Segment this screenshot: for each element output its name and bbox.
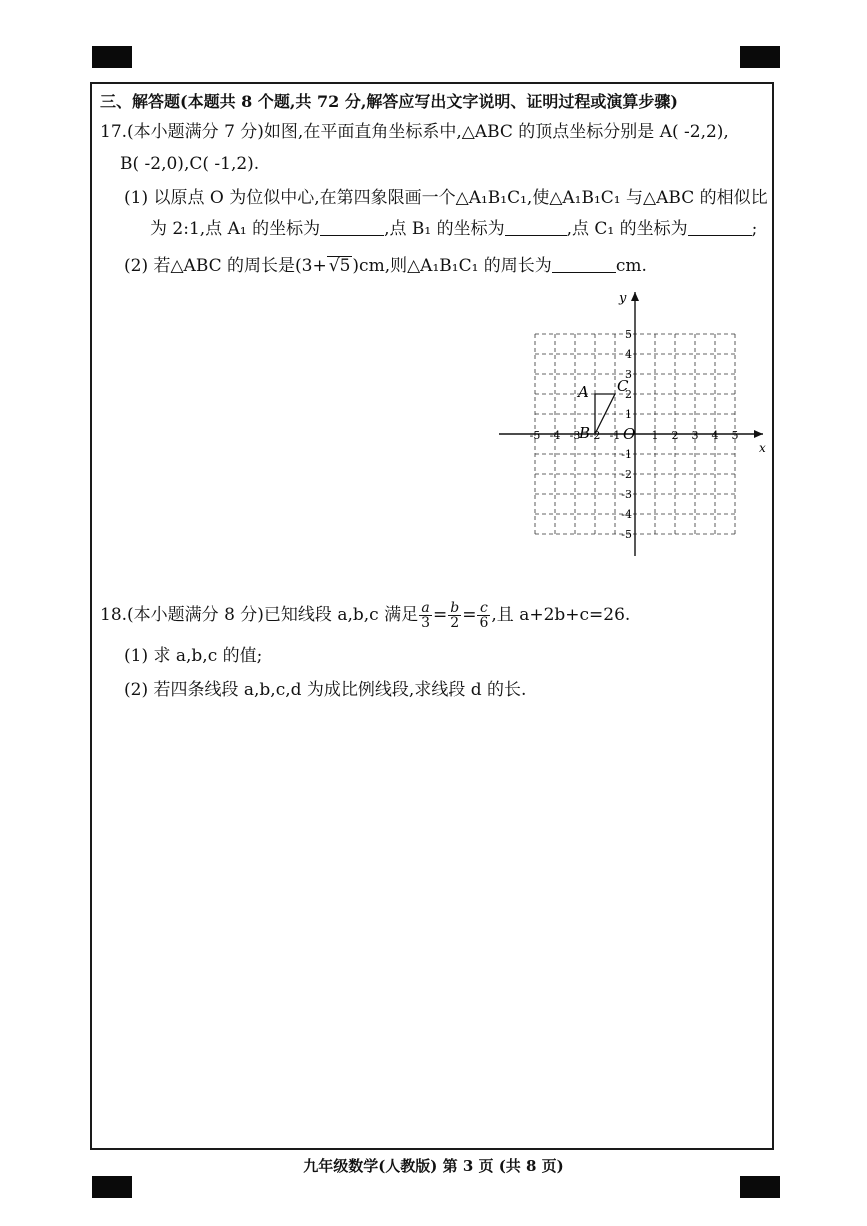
y-tick-label: 2 (625, 388, 632, 401)
origin-label: O (623, 425, 636, 443)
x-tick-label: 4 (711, 429, 719, 442)
point-label-a: A (578, 383, 589, 401)
x-axis-label: x (759, 441, 766, 455)
y-tick-label: 5 (625, 328, 632, 341)
section-header: 三、解答题(本题共 8 个题,共 72 分,解答应写出文字说明、证明过程或演算步骤) (100, 92, 678, 111)
y-axis-label: y (619, 291, 627, 306)
q17-part2-text-a: (2) 若△ABC 的周长是(3+ (124, 256, 327, 276)
equals-2: = (462, 605, 477, 625)
fraction-b-over-2 (448, 601, 461, 630)
registration-mark-bottom-left (92, 1176, 132, 1198)
x-axis-arrow (754, 430, 763, 438)
x-tick-label: -2 (589, 429, 601, 442)
coordinate-graph (495, 284, 775, 564)
q18-text-b: ,且 a+2b+c=26. (491, 605, 631, 625)
y-tick-label: 4 (625, 348, 632, 361)
sqrt-radicand: 5 (339, 256, 351, 276)
equals-1: = (433, 605, 448, 625)
y-tick-label: -2 (621, 468, 632, 481)
q18-line1 (100, 600, 630, 630)
x-tick-label: 2 (671, 429, 679, 442)
q17-line2: B( -2,0),C( -1,2). (120, 154, 260, 174)
answer-blank-b1[interactable] (505, 219, 567, 236)
sqrt-5: √5 (328, 256, 351, 276)
page-footer: 九年级数学(人教版) 第 3 页 (共 8 页) (303, 1157, 564, 1175)
x-tick-label: -1 (609, 429, 621, 442)
x-tick-label: -3 (569, 429, 581, 442)
q17-part2-text-b: )cm,则△A₁B₁C₁ 的周长为 (352, 256, 552, 276)
point-label-c: C (617, 377, 629, 395)
q18-part2: (2) 若四条线段 a,b,c,d 为成比例线段,求线段 d 的长. (124, 680, 527, 700)
q17-line1: 17.(本小题满分 7 分)如图,在平面直角坐标系中,△ABC 的顶点坐标分别是 A( -2,2), (100, 122, 729, 142)
frac1-den: 3 (421, 615, 430, 631)
q18-text-a: 18.(本小题满分 8 分)已知线段 a,b,c 满足 (100, 605, 419, 625)
x-tick-label: -5 (529, 429, 541, 442)
frac3-num: c (477, 601, 490, 616)
frac2-den: 2 (450, 615, 460, 631)
y-axis-arrow (631, 292, 639, 301)
q17-part1-text-b: ,点 B₁ 的坐标为 (384, 219, 505, 239)
frac1-num: a (419, 601, 432, 616)
answer-blank-perimeter[interactable] (552, 256, 616, 273)
registration-mark-bottom-right (740, 1176, 780, 1198)
y-tick-label: 3 (625, 368, 632, 381)
y-tick-label: -4 (621, 508, 632, 521)
y-tick-label: -5 (621, 528, 632, 541)
x-tick-label: 1 (651, 429, 659, 442)
q17-part1-line1: (1) 以原点 O 为位似中心,在第四象限画一个△A₁B₁C₁,使△A₁B₁C₁ 与△ABC 的相似比 (124, 188, 768, 208)
y-tick-label: -3 (621, 488, 632, 501)
fraction-c-over-6 (477, 601, 490, 630)
axes (499, 291, 766, 556)
q17-part2 (124, 254, 647, 278)
frac2-num: b (450, 600, 460, 616)
q18-part1: (1) 求 a,b,c 的值; (124, 646, 263, 666)
frac3-den: 6 (479, 615, 489, 631)
q17-part1-text-a: 为 2:1,点 A₁ 的坐标为 (150, 219, 321, 239)
q17-part2-text-c: cm. (615, 256, 647, 276)
q17-part1-text-c: ,点 C₁ 的坐标为 (566, 219, 688, 239)
y-tick-label: 1 (625, 408, 632, 421)
answer-blank-a1[interactable] (320, 219, 384, 236)
registration-mark-top-left (92, 46, 132, 68)
fraction-a-over-3 (419, 601, 432, 630)
x-tick-label: 5 (731, 429, 739, 442)
registration-mark-top-right (740, 46, 780, 68)
answer-blank-c1[interactable] (688, 219, 752, 236)
x-tick-label: 3 (691, 429, 699, 442)
y-tick-label: -1 (621, 448, 632, 461)
q17-part1-end: ; (751, 219, 758, 239)
q17-part1-line2 (150, 217, 757, 241)
triangle-abc (576, 377, 629, 442)
x-tick-label: -4 (549, 429, 561, 442)
point-label-b: B (579, 424, 591, 442)
